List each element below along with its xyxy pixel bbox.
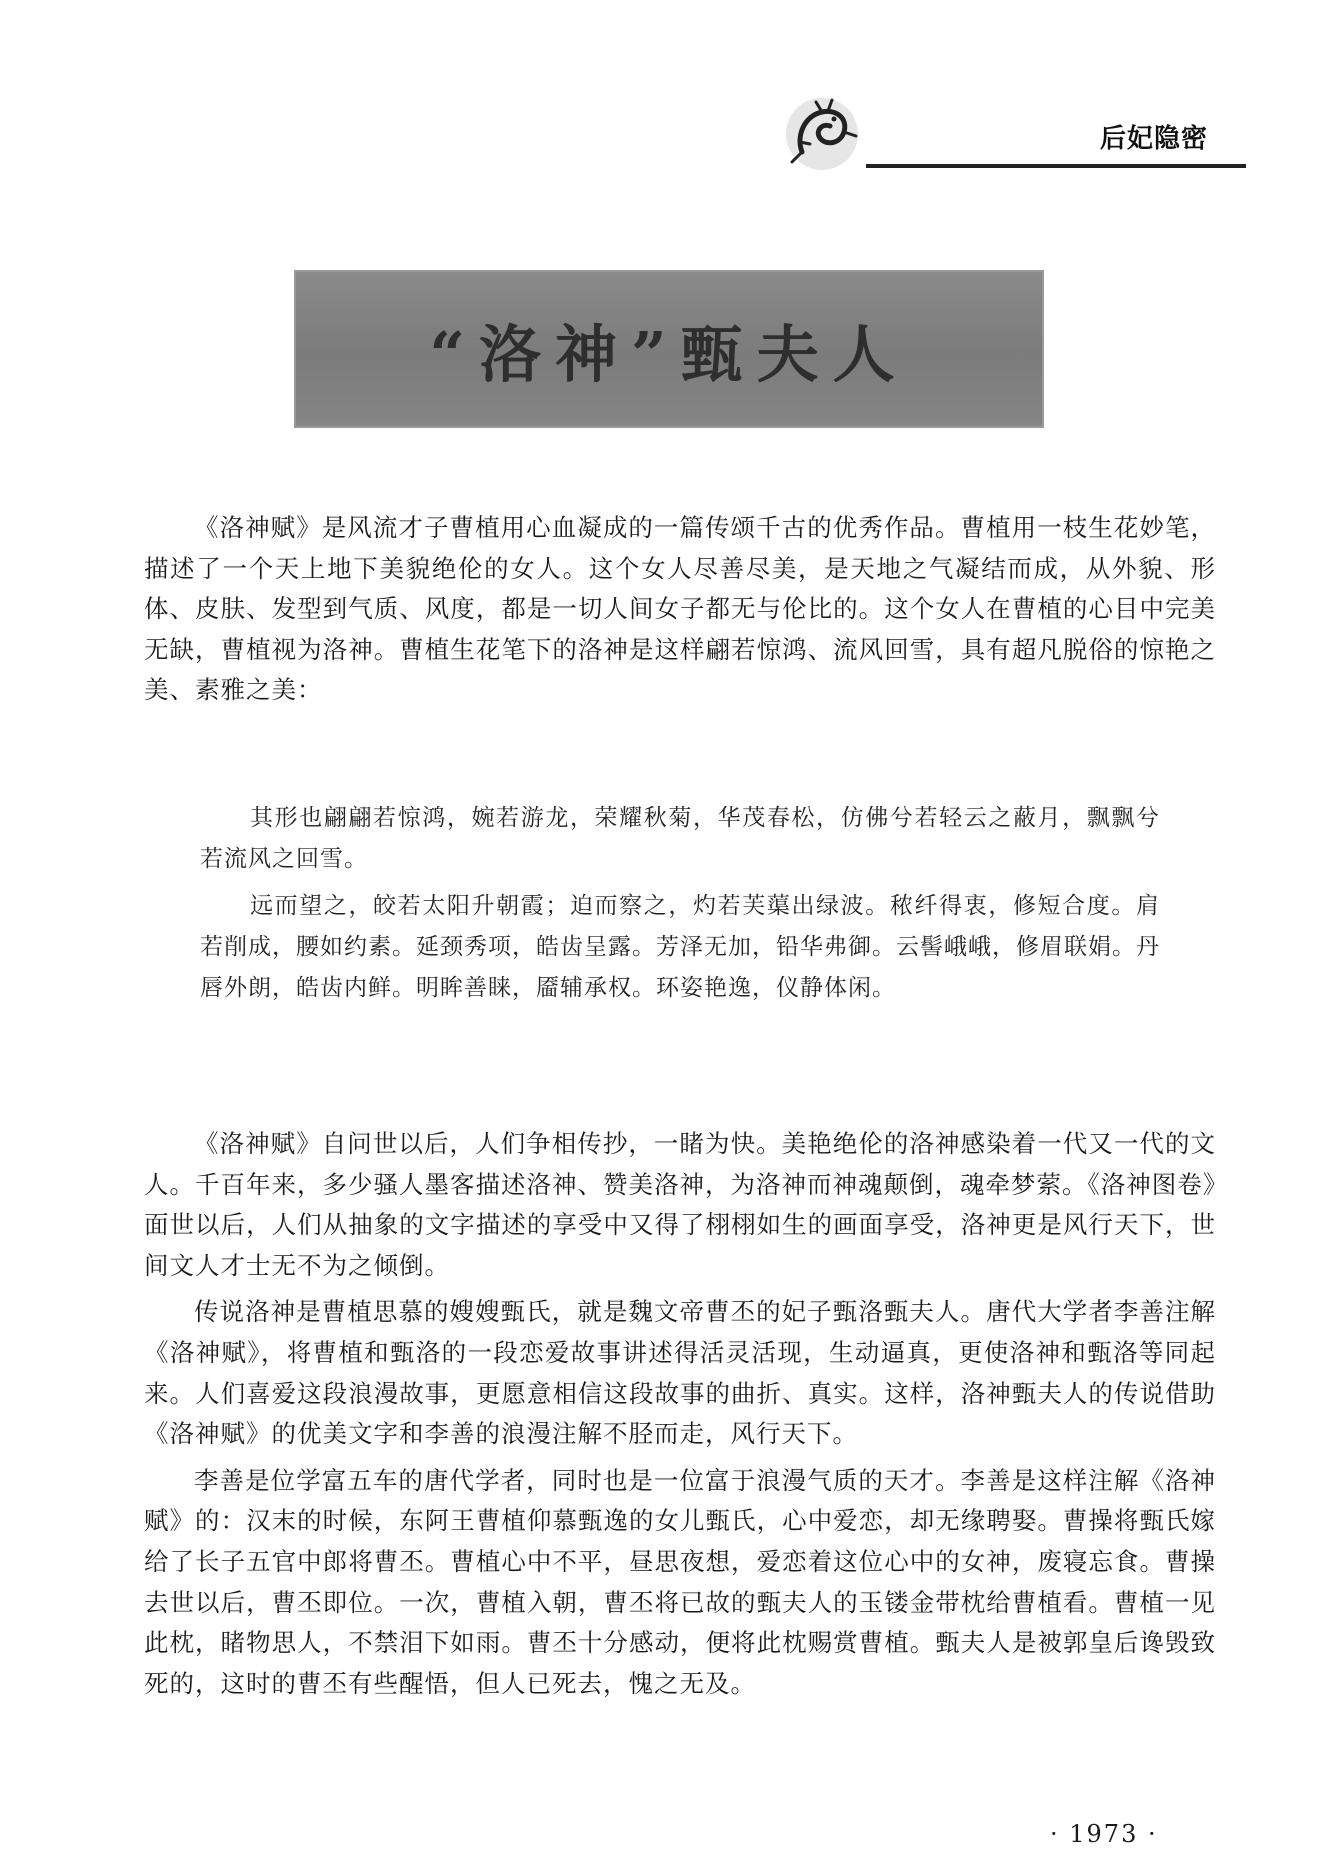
poem-quote-block <box>200 798 1160 1009</box>
paragraph-legend: 传说洛神是曹植思慕的嫂嫂甄氏，就是魏文帝曹丕的妃子甄洛甄夫人。唐代大学者李善注解《洛神赋》，将曹植和甄洛的一段恋爱故事讲述得活灵活现，生动逼真，更使洛神和甄洛等同起来。人们喜爱这段浪漫故事，更愿意相信这段故事的曲折、真实。这样，洛神甄夫人的传说借助《洛神赋》的优美文字和李善的浪漫注解不胫而走，风行天下。 <box>144 1297 1216 1449</box>
paragraph-intro: 《洛神赋》是风流才子曹植用心血凝成的一篇传颂千古的优秀作品。曹植用一枝生花妙笔，描述了一个天上地下美貌绝伦的女人。这个女人尽善尽美，是天地之气凝结而成，从外貌、形体、皮肤、发型到气质、风度，都是一切人间女子都无与伦比的。这个女人在曹植的心目中完美无缺，曹植视为洛神。曹植生花笔下的洛神是这样翩若惊鸿、流风回雪，具有超凡脱俗的惊艳之美、素雅之美： <box>144 513 1216 705</box>
paragraph-li-shan: 李善是位学富五车的唐代学者，同时也是一位富于浪漫气质的天才。李善是这样注解《洛神赋》的：汉末的时候，东阿王曹植仰慕甄逸的女儿甄氏，心中爱恋，却无缘聘娶。曹操将甄氏嫁给了长子五官中郎将曹丕。曹植心中不平，昼思夜想，爱恋着这位心中的女神，废寝忘食。曹操去世以后，曹丕即位。一次，曹植入朝，曹丕将已故的甄夫人的玉镂金带枕给曹植看。曹植一见此枕，睹物思人，不禁泪下如雨。曹丕十分感动，便将此枕赐赏曹植。甄夫人是被郭皇后谗毁致死的，这时的曹丕有些醒悟，但人已死去，愧之无及。 <box>144 1465 1216 1698</box>
header-rule <box>866 164 1246 168</box>
section-title: 后妃隐密 <box>1100 124 1209 154</box>
paragraph-reception: 《洛神赋》自问世以后，人们争相传抄，一睹为快。美艳绝伦的洛神感染着一代又一代的文人。千百年来，多少骚人墨客描述洛神、赞美洛神，为洛神而神魂颠倒，魂牵梦萦。《洛神图卷》面世以后，人们从抽象的文字描述的享受中又得了栩栩如生的画面享受，洛神更是风行天下，世间文人才士无不为之倾倒。 <box>144 1129 1216 1280</box>
page-number: · 1973 · <box>1050 1820 1158 1848</box>
quote-stanza-1: 其形也翩翩若惊鸿，婉若游龙，荣耀秋菊，华茂春松，仿佛兮若轻云之蔽月，飘飘兮若流风之回雪。 <box>200 805 1160 872</box>
article-title-banner <box>296 272 1042 426</box>
main-body <box>144 1124 1216 1704</box>
quote-stanza-2: 远而望之，皎若太阳升朝霞；迫而察之，灼若芙蕖出绿波。秾纤得衷，修短合度。肩若削成，腰如约素。延颈秀项，皓齿呈露。芳泽无加，铅华弗御。云髻峨峨，修眉联娟。丹唇外朗，皓齿内鲜。明眸善睐，靥辅承权。环姿艳逸，仪静体闲。 <box>200 893 1160 1001</box>
intro-section <box>144 508 1216 711</box>
dragon-emblem-icon <box>782 92 862 174</box>
article-title: “洛神”甄夫人 <box>429 317 909 391</box>
